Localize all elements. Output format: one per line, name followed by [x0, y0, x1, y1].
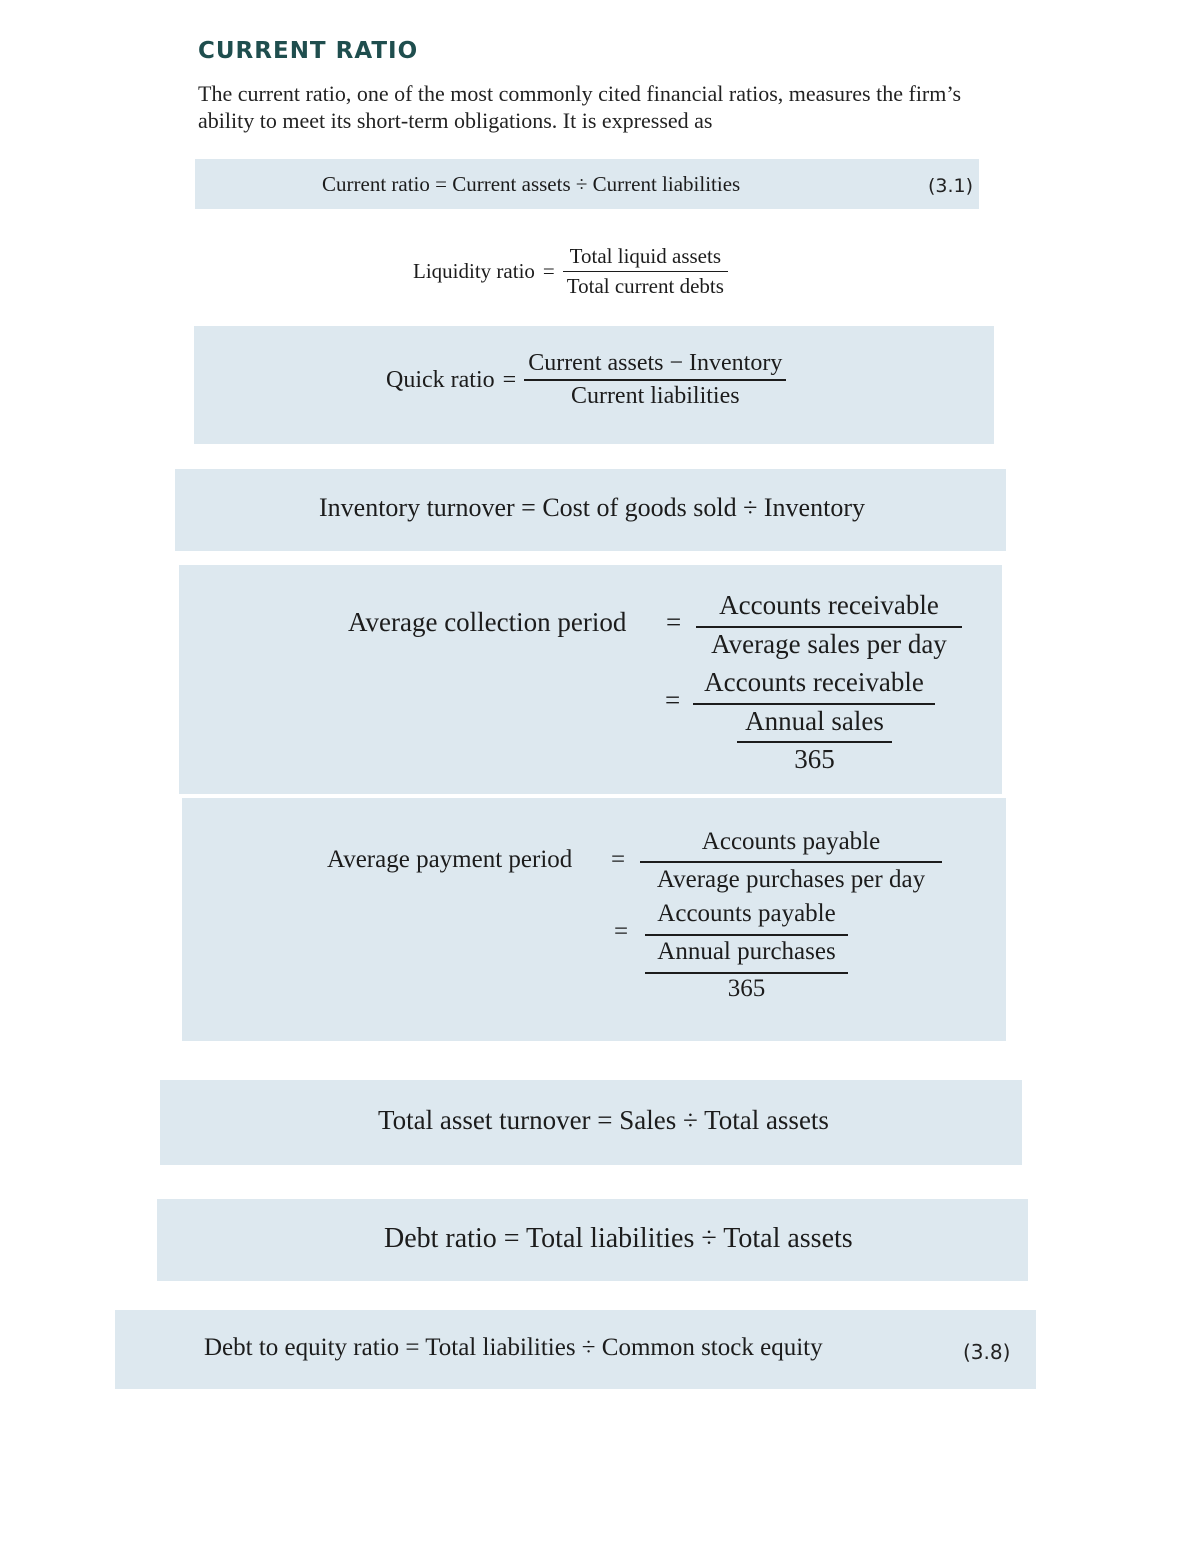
payment-365: 365: [727, 975, 766, 1002]
payment-numerator-1: Accounts payable: [701, 828, 881, 855]
numerator: Total liquid assets: [563, 244, 728, 272]
collection-numerator-2: Accounts receivable: [704, 667, 924, 697]
equals-sign: =: [665, 685, 681, 715]
debt-to-equity-formula: Debt to equity ratio = Total liabilities ÷ Common stock equity: [204, 1334, 823, 1361]
collection-annual-sales: Annual sales: [745, 706, 884, 736]
payment-denominator-1: Average purchases per day: [656, 866, 926, 893]
equals-sign: =: [614, 918, 629, 945]
debt-ratio-formula: Debt ratio = Total liabilities ÷ Total assets: [384, 1223, 853, 1254]
average-collection-period-label: Average collection period: [348, 607, 627, 637]
payment-numerator-2: Accounts payable: [657, 900, 836, 927]
liquidity-ratio-formula: [413, 244, 728, 299]
fraction-bar: [640, 861, 942, 863]
equation-number-3-8: (3.8): [963, 1340, 1011, 1364]
collection-365: 365: [794, 744, 835, 774]
equals-sign: =: [502, 366, 517, 393]
fraction-bar: [645, 972, 848, 974]
quick-ratio-label: Quick ratio: [386, 366, 495, 393]
liquidity-ratio-fraction: [563, 244, 728, 299]
denominator: Current liabilities: [570, 383, 740, 409]
average-payment-period-label: Average payment period: [327, 846, 573, 873]
fraction-bar: [645, 934, 848, 936]
inventory-turnover-formula: Inventory turnover = Cost of goods sold ÷ Inventory: [319, 493, 865, 522]
collection-numerator-1: Accounts receivable: [719, 590, 939, 620]
current-ratio-formula: Current ratio = Current assets ÷ Current liabilities: [322, 172, 741, 196]
denominator: Total current debts: [566, 274, 724, 298]
quick-ratio-formula: [386, 350, 786, 410]
liquidity-ratio-label: Liquidity ratio: [413, 259, 535, 283]
fraction-bar: [693, 703, 935, 705]
fraction-bar: [696, 626, 962, 628]
quick-ratio-fraction: [524, 350, 786, 410]
equals-sign: =: [666, 607, 682, 637]
total-asset-turnover-formula: Total asset turnover = Sales ÷ Total assets: [378, 1105, 829, 1135]
numerator: Current assets − Inventory: [524, 350, 786, 381]
equals-sign: =: [542, 259, 555, 283]
collection-denominator-1: Average sales per day: [711, 629, 947, 659]
equation-number-3-1: (3.1): [928, 175, 974, 197]
equals-sign: =: [611, 846, 626, 873]
intro-paragraph: The current ratio, one of the most commonly cited financial ratios, measures the firm’s ability to meet its short-term obligations. It is expressed as: [198, 81, 962, 133]
fraction-bar: [737, 741, 892, 743]
payment-annual-purchases: Annual purchases: [657, 938, 836, 965]
section-heading: CURRENT RATIO: [198, 38, 419, 64]
